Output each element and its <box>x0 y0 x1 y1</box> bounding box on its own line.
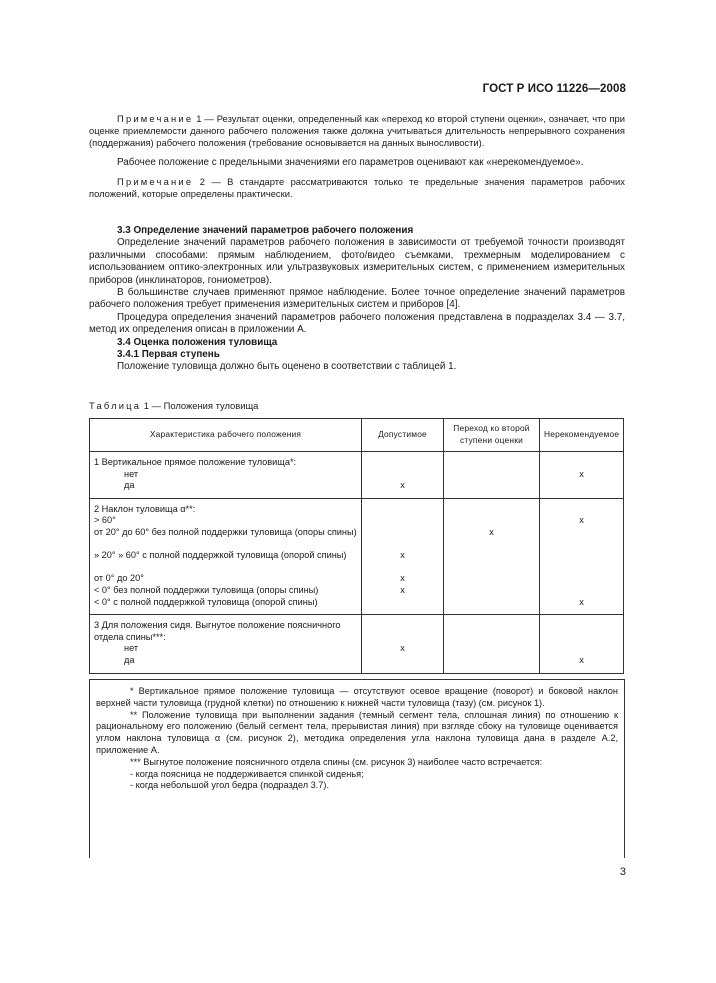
note-1-label: Примечание <box>117 113 194 124</box>
table-footnotes <box>89 679 625 858</box>
group-2-below-0-no-support-permissible-mark: x <box>400 584 405 595</box>
footnote-3-item-2: - когда небольшой угол бедра (подраздел 3.7). <box>130 780 330 791</box>
table-row-group-3 <box>90 615 624 673</box>
group-2-row-below-0-no-support: < 0° без полной поддержки туловища (опоры спины) <box>94 584 319 595</box>
group-1-title: 1 Вертикальное прямое положение туловища*: <box>94 457 297 467</box>
group-2-row-over-60: > 60° <box>94 515 116 526</box>
footnote-2: ** Положение туловища при выполнении задания (темный сегмент тела, сплошная линия) по отношению к рациональному его положению (белый сегмент тела, прерывистая линия) при взгляде сбоку на туловище оценивается углом наклона туловища α (см. рисунок 2), методика определения угла наклона туловища дана в разделе А.2, приложение А. <box>96 709 618 755</box>
section-3-4-1-para: Положение туловища должно быть оценено в соответствии с таблицей 1. <box>117 361 457 373</box>
note-1-text: 1 — Результат оценки, определенный как «переход ко второй ступени оценки», означает, что при оценке приемлемости данного рабочего положения также должна учитываться длительность непрерывного сохранения (поддержания) рабочего положения (требование основывается на данных выносливости). <box>89 113 625 149</box>
group-1-row-yes: да <box>124 480 135 491</box>
table-caption-label: Таблица <box>89 400 142 411</box>
header-not-recommended: Нерекомендуемое <box>540 419 624 452</box>
section-3-4-heading: 3.4 Оценка положения туловища <box>117 336 278 348</box>
header-permissible: Допустимое <box>362 419 444 452</box>
section-3-3-para-1: Определение значений параметров рабочего положения в зависимости от требуемой точности производят различными способами: прямым наблюдением, фото/видео съемками, трехмерным моделированием с использованием оптико-электронных или ультразвуковых измерительных систем, с применением измерительных приборов (инклинаторов, гониометров). <box>89 237 625 286</box>
note-2 <box>89 176 625 200</box>
notes-block <box>89 113 625 200</box>
group-2-20-60-support-permissible-mark: x <box>400 550 405 561</box>
section-3-3 <box>89 225 625 374</box>
table-row-group-1 <box>90 452 624 499</box>
table-caption <box>89 400 258 411</box>
group-2-20-60-no-support-second-stage-mark: x <box>489 526 494 537</box>
footnote-3: *** Выгнутое положение поясничного отдела спины (см. рисунок 3) наиболее часто встречается: <box>130 756 543 767</box>
para-limit-values: Рабочее положение с предельными значениями его параметров оценивают как «нерекомендуемое». <box>117 156 584 168</box>
table-row-group-2 <box>90 498 624 614</box>
header-characteristic: Характеристика рабочего положения <box>90 419 362 452</box>
note-1 <box>89 113 625 150</box>
group-3-yes-not-recommended-mark: x <box>579 654 584 665</box>
group-1-yes-permissible-mark: x <box>400 480 405 491</box>
table-caption-text: 1 — Положения туловища <box>141 400 259 411</box>
note-2-text: 2 — В стандарте рассматриваются только те предельные значения параметров рабочих положений, которые определены практически. <box>89 176 625 200</box>
section-3-4-1-heading: 3.4.1 Первая ступень <box>117 349 220 361</box>
header-second-stage: Переход ко второй ступени оценки <box>444 419 540 452</box>
group-2-title: 2 Наклон туловища α**: <box>94 503 196 514</box>
group-3-no-permissible-mark: x <box>400 643 405 654</box>
group-1-row-no: нет <box>124 468 139 479</box>
section-3-3-para-2: В большинстве случаев применяют прямое наблюдение. Более точное определение значений параметров рабочего положения требует применения измерительных систем и приборов [4]. <box>89 287 625 311</box>
section-3-3-para-3: Процедура определения значений параметров рабочего положения представлена в подразделах 3.4 — 3.7, метод их определения описан в приложении А. <box>89 311 625 336</box>
group-1-no-not-recommended-mark: x <box>579 468 584 479</box>
group-2-row-20-60-support: » 20° » 60° с полной поддержкой туловища (опорой спины) <box>94 550 347 561</box>
group-2-0-20-permissible-mark: x <box>400 573 405 584</box>
group-2-over-60-not-recommended-mark: x <box>579 515 584 526</box>
group-2-below-0-support-not-recommended-mark: x <box>579 596 584 607</box>
document-header: ГОСТ Р ИСО 11226—2008 <box>482 83 626 95</box>
group-2-row-20-60-no-support: от 20° до 60° без полной поддержки туловища (опоры спины) <box>94 526 357 537</box>
section-3-3-heading: 3.3 Определение значений параметров рабочего положения <box>117 225 414 236</box>
footnote-1: * Вертикальное прямое положение туловища — отсутствуют осевое вращение (поворот) и боковой наклон верхней части туловища (грудной клетки) по отношению к нижней части туловища (тазу) (см. рисунок 1). <box>96 686 618 708</box>
note-2-label: Примечание <box>117 176 194 188</box>
group-3-row-yes: да <box>124 654 135 665</box>
torso-positions-table <box>89 418 624 674</box>
table-header-row <box>90 419 624 452</box>
group-2-row-below-0-support: < 0° с полной поддержкой туловища (опорой спины) <box>94 596 318 607</box>
group-3-row-no: нет <box>124 643 139 654</box>
page-number: 3 <box>619 866 626 878</box>
group-3-title: 3 Для положения сидя. Выгнутое положение поясничного отдела спины***: <box>94 620 341 642</box>
group-2-row-0-20: от 0° до 20° <box>94 573 144 584</box>
footnote-3-item-1: - когда поясница не поддерживается спинкой сиденья; <box>130 768 364 779</box>
